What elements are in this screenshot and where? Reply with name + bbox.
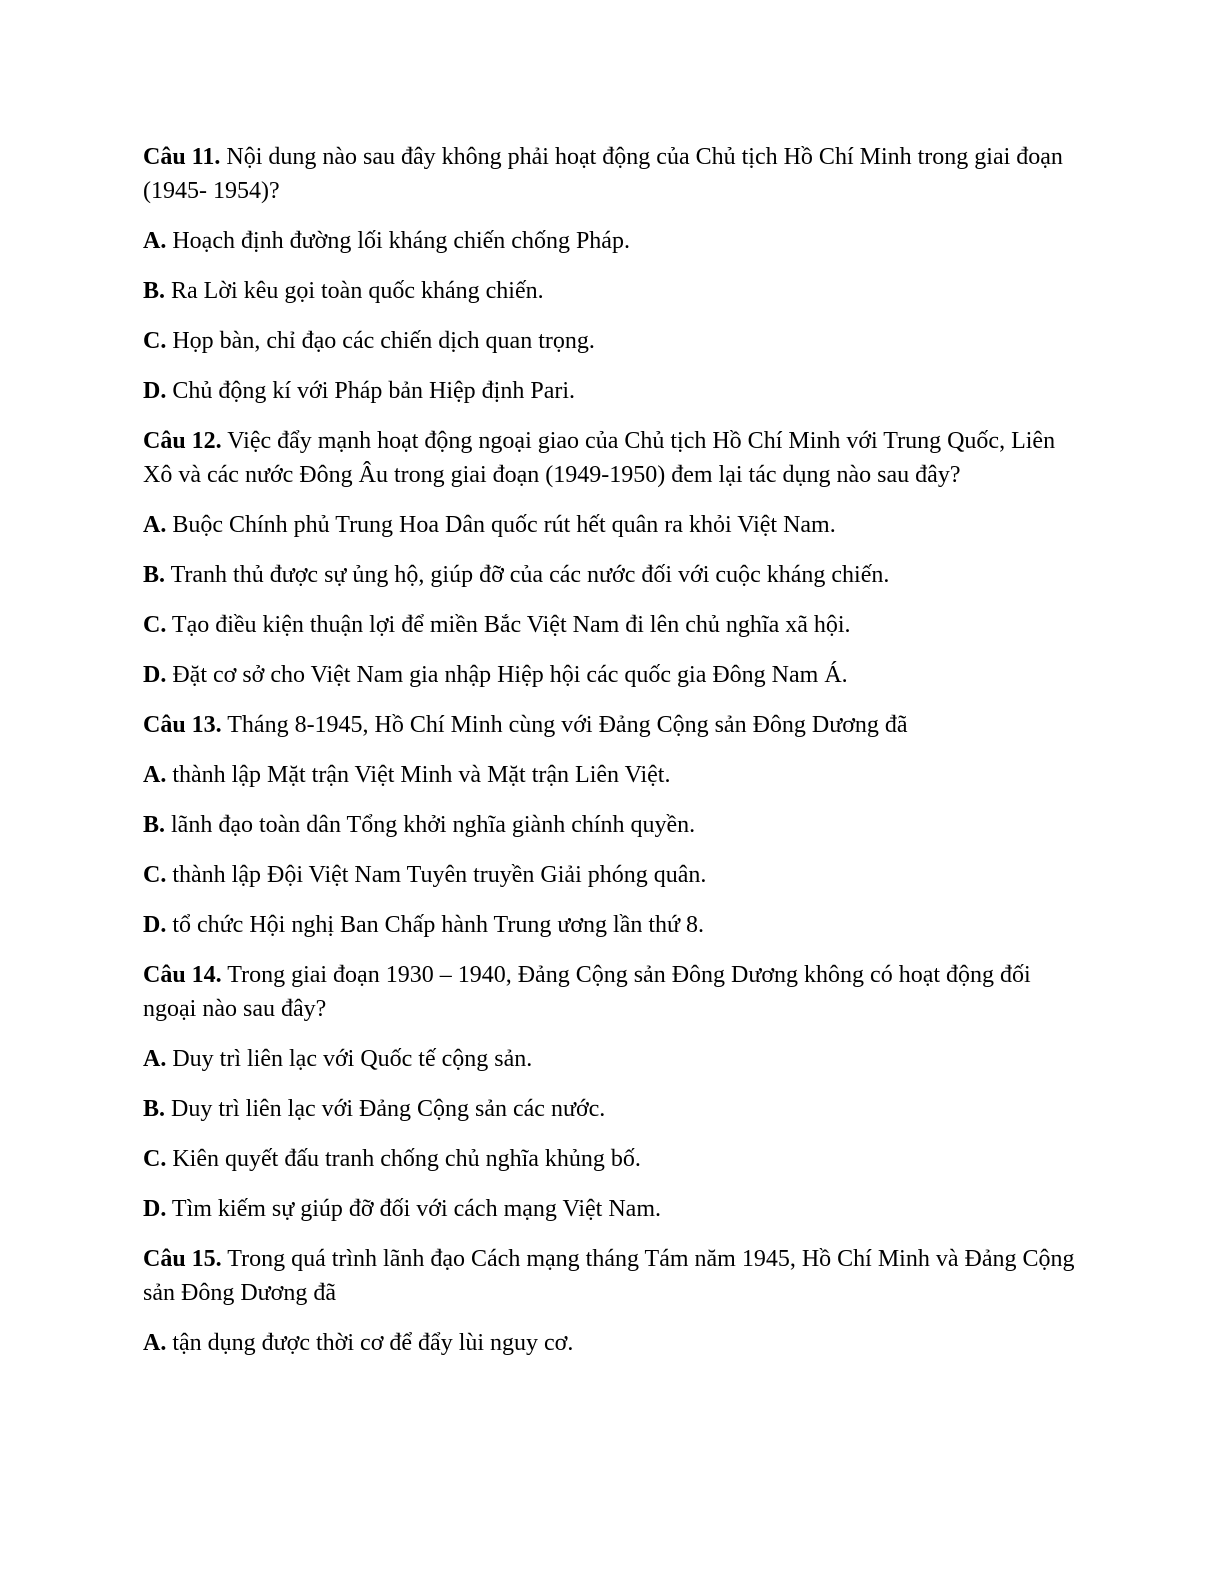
answer-option-a: [143, 224, 1083, 258]
answer-option-b: [143, 1092, 1083, 1126]
option-label: A.: [143, 1330, 167, 1356]
answer-option-a: [143, 1326, 1083, 1360]
answer-option-c: [143, 858, 1083, 892]
option-label: D.: [143, 1196, 167, 1222]
question-13: [143, 708, 1083, 942]
answer-option-b: [143, 274, 1083, 308]
option-text: thành lập Đội Việt Nam Tuyên truyền Giải phóng quân.: [166, 862, 707, 888]
option-text: Ra Lời kêu gọi toàn quốc kháng chiến.: [165, 278, 544, 304]
option-text: Duy trì liên lạc với Quốc tế cộng sản.: [166, 1046, 533, 1072]
question-label: Câu 11.: [143, 144, 221, 170]
option-text: Chủ động kí với Pháp bản Hiệp định Pari.: [166, 378, 576, 404]
question-label: Câu 13.: [143, 712, 222, 738]
question-text: Tháng 8-1945, Hồ Chí Minh cùng với Đảng Cộng sản Đông Dương đã: [221, 712, 908, 738]
question-text: Trong giai đoạn 1930 – 1940, Đảng Cộng sản Đông Dương không có hoạt động đối ngoại nào sau đây?: [143, 962, 1031, 1022]
option-text: Buộc Chính phủ Trung Hoa Dân quốc rút hết quân ra khỏi Việt Nam.: [166, 512, 836, 538]
option-label: A.: [143, 512, 167, 538]
option-label: C.: [143, 612, 167, 638]
option-text: Tạo điều kiện thuận lợi để miền Bắc Việt Nam đi lên chủ nghĩa xã hội.: [166, 612, 851, 638]
question-stem: [143, 140, 1083, 208]
option-text: Duy trì liên lạc với Đảng Cộng sản các nước.: [165, 1096, 606, 1122]
question-stem: [143, 958, 1083, 1026]
option-label: B.: [143, 1096, 166, 1122]
option-label: C.: [143, 1146, 167, 1172]
answer-option-a: [143, 508, 1083, 542]
question-stem: [143, 424, 1083, 492]
option-label: D.: [143, 662, 167, 688]
answer-option-d: [143, 374, 1083, 408]
option-text: thành lập Mặt trận Việt Minh và Mặt trận Liên Việt.: [166, 762, 671, 788]
question-12: [143, 424, 1083, 692]
option-label: B.: [143, 562, 166, 588]
question-label: Câu 14.: [143, 962, 222, 988]
answer-option-d: [143, 908, 1083, 942]
option-text: Họp bàn, chỉ đạo các chiến dịch quan trọng.: [166, 328, 595, 354]
option-text: tổ chức Hội nghị Ban Chấp hành Trung ương lần thứ 8.: [166, 912, 705, 938]
question-label: Câu 15.: [143, 1246, 222, 1272]
option-label: B.: [143, 278, 166, 304]
answer-option-a: [143, 758, 1083, 792]
option-label: A.: [143, 762, 167, 788]
answer-option-b: [143, 808, 1083, 842]
option-text: lãnh đạo toàn dân Tổng khởi nghĩa giành chính quyền.: [165, 812, 696, 838]
answer-option-d: [143, 1192, 1083, 1226]
question-text: Trong quá trình lãnh đạo Cách mạng tháng Tám năm 1945, Hồ Chí Minh và Đảng Cộng sản Đông Dương đã: [143, 1246, 1075, 1306]
option-text: Hoạch định đường lối kháng chiến chống Pháp.: [166, 228, 630, 254]
option-text: Tranh thủ được sự ủng hộ, giúp đỡ của các nước đối với cuộc kháng chiến.: [165, 562, 890, 588]
option-label: D.: [143, 912, 167, 938]
answer-option-c: [143, 324, 1083, 358]
answer-option-c: [143, 1142, 1083, 1176]
question-11: [143, 140, 1083, 408]
option-label: C.: [143, 328, 167, 354]
option-label: B.: [143, 812, 166, 838]
question-stem: [143, 708, 1083, 742]
answer-option-a: [143, 1042, 1083, 1076]
option-label: A.: [143, 228, 167, 254]
answer-option-b: [143, 558, 1083, 592]
option-label: A.: [143, 1046, 167, 1072]
option-label: C.: [143, 862, 167, 888]
answer-option-d: [143, 658, 1083, 692]
option-text: Đặt cơ sở cho Việt Nam gia nhập Hiệp hội các quốc gia Đông Nam Á.: [166, 662, 848, 688]
question-label: Câu 12.: [143, 428, 222, 454]
question-14: [143, 958, 1083, 1226]
option-text: Kiên quyết đấu tranh chống chủ nghĩa khủng bố.: [166, 1146, 641, 1172]
answer-option-c: [143, 608, 1083, 642]
option-text: tận dụng được thời cơ để đẩy lùi nguy cơ.: [166, 1330, 574, 1356]
option-text: Tìm kiếm sự giúp đỡ đối với cách mạng Việt Nam.: [166, 1196, 662, 1222]
question-stem: [143, 1242, 1083, 1310]
option-label: D.: [143, 378, 167, 404]
question-text: Nội dung nào sau đây không phải hoạt động của Chủ tịch Hồ Chí Minh trong giai đoạn (1945- 1954)?: [143, 144, 1063, 204]
question-15: [143, 1242, 1083, 1360]
document-page: [143, 140, 1083, 1376]
question-text: Việc đẩy mạnh hoạt động ngoại giao của Chủ tịch Hồ Chí Minh với Trung Quốc, Liên Xô và các nước Đông Âu trong giai đoạn (1949-1950) đem lại tác dụng nào sau đây?: [143, 428, 1056, 488]
